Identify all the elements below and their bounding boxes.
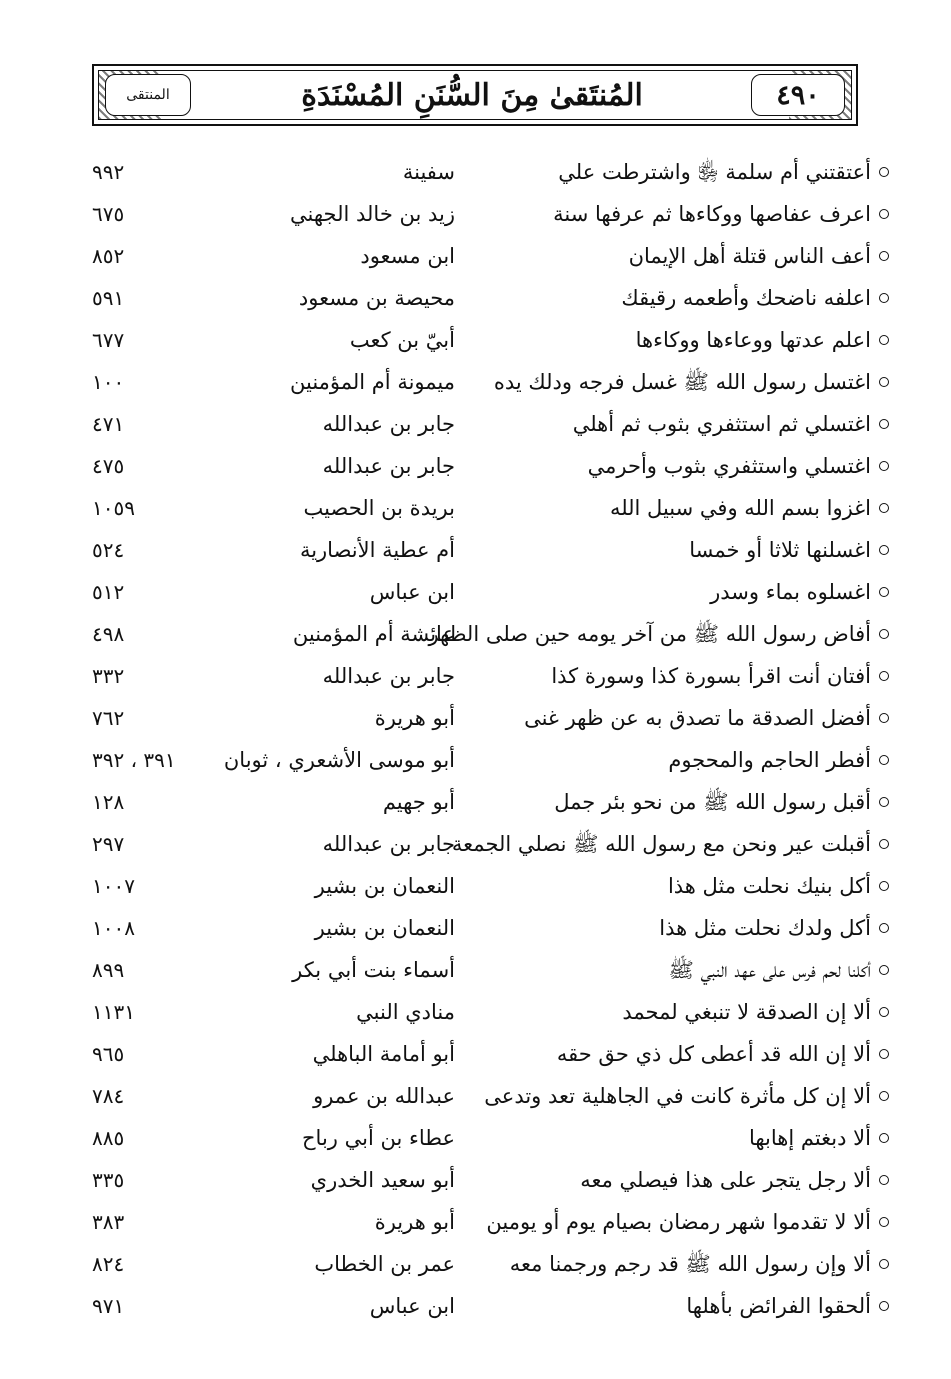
circle-bullet-icon	[879, 1217, 889, 1227]
index-row	[0, 152, 951, 192]
hadith-number: ٤٧١	[92, 412, 125, 436]
hadith-label: ألا رجل يتجر على هذا فيصلي معه	[580, 1168, 871, 1192]
narrator-name: ابن عباس	[369, 580, 455, 604]
hadith-number: ٩٩٢	[92, 160, 125, 184]
circle-bullet-icon	[879, 251, 889, 261]
index-row	[0, 614, 951, 654]
hadith-label: ألا إن كل مأثرة كانت في الجاهلية تعد وتدعى	[484, 1084, 871, 1108]
hadith-label: أعف الناس قتلة أهل الإيمان	[628, 244, 871, 268]
hadith-number: ٣٣٥	[92, 1168, 125, 1192]
narrator-name: أبو موسى الأشعري ، ثوبان	[223, 748, 455, 772]
hadith-number: ٨٩٩	[92, 958, 125, 982]
narrator-name: ميمونة أم المؤمنين	[290, 370, 455, 394]
book-logo: المنتقى	[105, 74, 191, 116]
hadith-text	[419, 278, 889, 318]
index-row	[0, 950, 951, 990]
hadith-label: ألا دبغتم إهابها	[748, 1126, 871, 1150]
narrator-name: جابر بن عبدالله	[322, 454, 455, 478]
narrator-name: جابر بن عبدالله	[322, 412, 455, 436]
index-row	[0, 278, 951, 318]
hadith-text	[419, 362, 889, 402]
hadith-number: ٣٨٣	[92, 1210, 125, 1234]
narrator-name: عمر بن الخطاب	[314, 1252, 455, 1276]
hadith-label: أفطر الحاجم والمحجوم	[668, 748, 871, 772]
hadith-label: ألا إن الله قد أعطى كل ذي حق حقه	[556, 1042, 871, 1066]
hadith-text	[419, 908, 889, 948]
circle-bullet-icon	[879, 377, 889, 387]
hadith-number: ٤٩٨	[92, 622, 125, 646]
hadith-label: أفضل الصدقة ما تصدق به عن ظهر غنى	[524, 706, 871, 730]
narrator-name: النعمان بن بشير	[314, 874, 455, 898]
hadith-number: ٤٧٥	[92, 454, 125, 478]
hadith-number: ٨٨٥	[92, 1126, 125, 1150]
index-row	[0, 1202, 951, 1242]
narrator-name: زيد بن خالد الجهني	[290, 202, 455, 226]
hadith-text	[419, 488, 889, 528]
circle-bullet-icon	[879, 1049, 889, 1059]
index-row	[0, 362, 951, 402]
index-row	[0, 782, 951, 822]
circle-bullet-icon	[879, 629, 889, 639]
circle-bullet-icon	[879, 503, 889, 513]
narrator-name: أبو هريرة	[374, 706, 455, 730]
narrator-name: بريدة بن الحصيب	[303, 496, 455, 520]
index-row	[0, 656, 951, 696]
circle-bullet-icon	[879, 1091, 889, 1101]
hadith-number: ٥١٢	[92, 580, 125, 604]
hadith-text	[419, 320, 889, 360]
hadith-text	[419, 782, 889, 822]
index-row	[0, 320, 951, 360]
hadith-text	[419, 194, 889, 234]
narrator-name: أبو أمامة الباهلي	[312, 1042, 455, 1066]
hadith-number: ١٠٠٧	[92, 874, 135, 898]
index-row	[0, 866, 951, 906]
circle-bullet-icon	[879, 965, 889, 975]
hadith-number: ٧٨٤	[92, 1084, 125, 1108]
circle-bullet-icon	[879, 1175, 889, 1185]
index-row	[0, 1244, 951, 1284]
narrator-name: أسماء بنت أبي بكر	[292, 958, 455, 982]
index-row	[0, 572, 951, 612]
hadith-text	[419, 1034, 889, 1074]
hadith-label: اعلم عدتها ووعاءها ووكاءها	[635, 328, 871, 352]
hadith-text	[419, 404, 889, 444]
hadith-label: أكلنا لحم فرس على عهد النبي ﷺ	[668, 958, 871, 982]
hadith-label: ألا لا تقدموا شهر رمضان بصيام يوم أو يومين	[486, 1210, 871, 1234]
circle-bullet-icon	[879, 209, 889, 219]
hadith-number: ١٠٠	[92, 370, 125, 394]
hadith-text	[419, 614, 889, 654]
index-row	[0, 1160, 951, 1200]
index-row	[0, 404, 951, 444]
hadith-label: ألحقوا الفرائض بأهلها	[686, 1294, 871, 1318]
hadith-number: ٩٧١	[92, 1294, 125, 1318]
narrator-name: أبيّ بن كعب	[349, 328, 455, 352]
hadith-number: ١٠٥٩	[92, 496, 135, 520]
hadith-label: اغتسل رسول الله ﷺ غسل فرجه ودلك يده	[493, 370, 871, 394]
circle-bullet-icon	[879, 1301, 889, 1311]
hadith-text	[419, 740, 889, 780]
circle-bullet-icon	[879, 671, 889, 681]
hadith-label: أقبل رسول الله ﷺ من نحو بئر جمل	[554, 790, 871, 814]
index-row	[0, 530, 951, 570]
narrator-name: محيصة بن مسعود	[298, 286, 455, 310]
narrator-name: أبو هريرة	[374, 1210, 455, 1234]
hadith-text	[419, 1202, 889, 1242]
circle-bullet-icon	[879, 545, 889, 555]
hadith-text	[419, 236, 889, 276]
narrator-name: سفينة	[402, 160, 455, 184]
hadith-number: ١٢٨	[92, 790, 125, 814]
hadith-label: اعلفه ناضحك وأطعمه رقيقك	[621, 286, 871, 310]
index-row	[0, 824, 951, 864]
narrator-name: أبو جهيم	[382, 790, 455, 814]
hadith-text	[419, 992, 889, 1032]
narrator-name: عائشة أم المؤمنين	[292, 622, 455, 646]
circle-bullet-icon	[879, 797, 889, 807]
hadith-number: ٣٩١ ، ٣٩٢	[92, 748, 176, 772]
hadith-label: أفتان أنت اقرأ بسورة كذا وسورة كذا	[551, 664, 871, 688]
narrator-name: منادي النبي	[356, 1000, 455, 1024]
index-row	[0, 488, 951, 528]
narrator-name: أم عطية الأنصارية	[299, 538, 455, 562]
hadith-text	[419, 1160, 889, 1200]
hadith-number: ٧٦٢	[92, 706, 125, 730]
circle-bullet-icon	[879, 419, 889, 429]
circle-bullet-icon	[879, 923, 889, 933]
hadith-number: ٩٦٥	[92, 1042, 125, 1066]
narrator-name: عبدالله بن عمرو	[313, 1084, 455, 1108]
hadith-label: اغسلنها ثلاثا أو خمسا	[689, 538, 871, 562]
hadith-text	[419, 1076, 889, 1116]
book-title: المُنتَقىٰ مِنَ السُّنَنِ المُسْنَدَةِ	[301, 77, 643, 113]
index-row	[0, 740, 951, 780]
hadith-label: اغتسلي واستثفري بثوب وأحرمي	[587, 454, 871, 478]
hadith-text	[419, 950, 889, 990]
circle-bullet-icon	[879, 1259, 889, 1269]
circle-bullet-icon	[879, 293, 889, 303]
narrator-name: أبو سعيد الخدري	[310, 1168, 455, 1192]
index-row	[0, 236, 951, 276]
narrator-name: عطاء بن أبي رباح	[301, 1126, 455, 1150]
index-row	[0, 1118, 951, 1158]
circle-bullet-icon	[879, 713, 889, 723]
narrator-name: جابر بن عبدالله	[322, 664, 455, 688]
narrator-name: جابر بن عبدالله	[322, 832, 455, 856]
hadith-label: اغتسلي ثم استثفري بثوب ثم أهلي	[572, 412, 871, 436]
hadith-label: ألا إن الصدقة لا تنبغي لمحمد	[622, 1000, 871, 1024]
hadith-text	[419, 530, 889, 570]
hadith-text	[419, 1244, 889, 1284]
hadith-text	[419, 152, 889, 192]
hadith-number: ٨٢٤	[92, 1252, 125, 1276]
index-row	[0, 194, 951, 234]
hadith-number: ٢٩٧	[92, 832, 125, 856]
narrator-name: النعمان بن بشير	[314, 916, 455, 940]
hadith-text	[419, 866, 889, 906]
hadith-number: ٥٩١	[92, 286, 125, 310]
circle-bullet-icon	[879, 587, 889, 597]
hadith-text	[419, 572, 889, 612]
index-row	[0, 908, 951, 948]
hadith-number: ٨٥٢	[92, 244, 125, 268]
circle-bullet-icon	[879, 461, 889, 471]
circle-bullet-icon	[879, 335, 889, 345]
circle-bullet-icon	[879, 167, 889, 177]
hadith-label: أكل ولدك نحلت مثل هذا	[659, 916, 871, 940]
index-row	[0, 446, 951, 486]
index-row	[0, 1034, 951, 1074]
index-row	[0, 698, 951, 738]
hadith-label: اعرف عفاصها ووكاءها ثم عرفها سنة	[553, 202, 871, 226]
circle-bullet-icon	[879, 1133, 889, 1143]
hadith-text	[419, 1286, 889, 1326]
circle-bullet-icon	[879, 881, 889, 891]
index-row	[0, 992, 951, 1032]
hadith-number: ١١٣١	[92, 1000, 135, 1024]
index-row	[0, 1076, 951, 1116]
hadith-label: أفاض رسول الله ﷺ من آخر يومه حين صلى الظهر	[428, 622, 871, 646]
hadith-label: اغسلوه بماء وسدر	[710, 580, 871, 604]
page-number: ٤٩٠	[751, 74, 845, 116]
circle-bullet-icon	[879, 839, 889, 849]
hadith-number: ٥٢٤	[92, 538, 125, 562]
narrator-name: ابن مسعود	[360, 244, 455, 268]
hadith-text	[419, 824, 889, 864]
hadith-text	[419, 656, 889, 696]
hadith-number: ١٠٠٨	[92, 916, 135, 940]
hadith-label: أعتقتني أم سلمة ﵂ واشترطت علي	[558, 160, 871, 184]
hadith-text	[419, 446, 889, 486]
hadith-text	[419, 698, 889, 738]
narrator-name: ابن عباس	[369, 1294, 455, 1318]
hadith-label: اغزوا بسم الله وفي سبيل الله	[609, 496, 871, 520]
hadith-text	[419, 1118, 889, 1158]
hadith-number: ٦٧٧	[92, 328, 125, 352]
hadith-label: أكل بنيك نحلت مثل هذا	[667, 874, 871, 898]
hadith-label: ألا وإن رسول الله ﷺ قد رجم ورجمنا معه	[509, 1252, 871, 1276]
circle-bullet-icon	[879, 1007, 889, 1017]
hadith-number: ٦٧٥	[92, 202, 125, 226]
circle-bullet-icon	[879, 755, 889, 765]
hadith-label: أقبلت عير ونحن مع رسول الله ﷺ نصلي الجمعة	[451, 832, 871, 856]
index-row	[0, 1286, 951, 1326]
hadith-number: ٣٣٢	[92, 664, 125, 688]
